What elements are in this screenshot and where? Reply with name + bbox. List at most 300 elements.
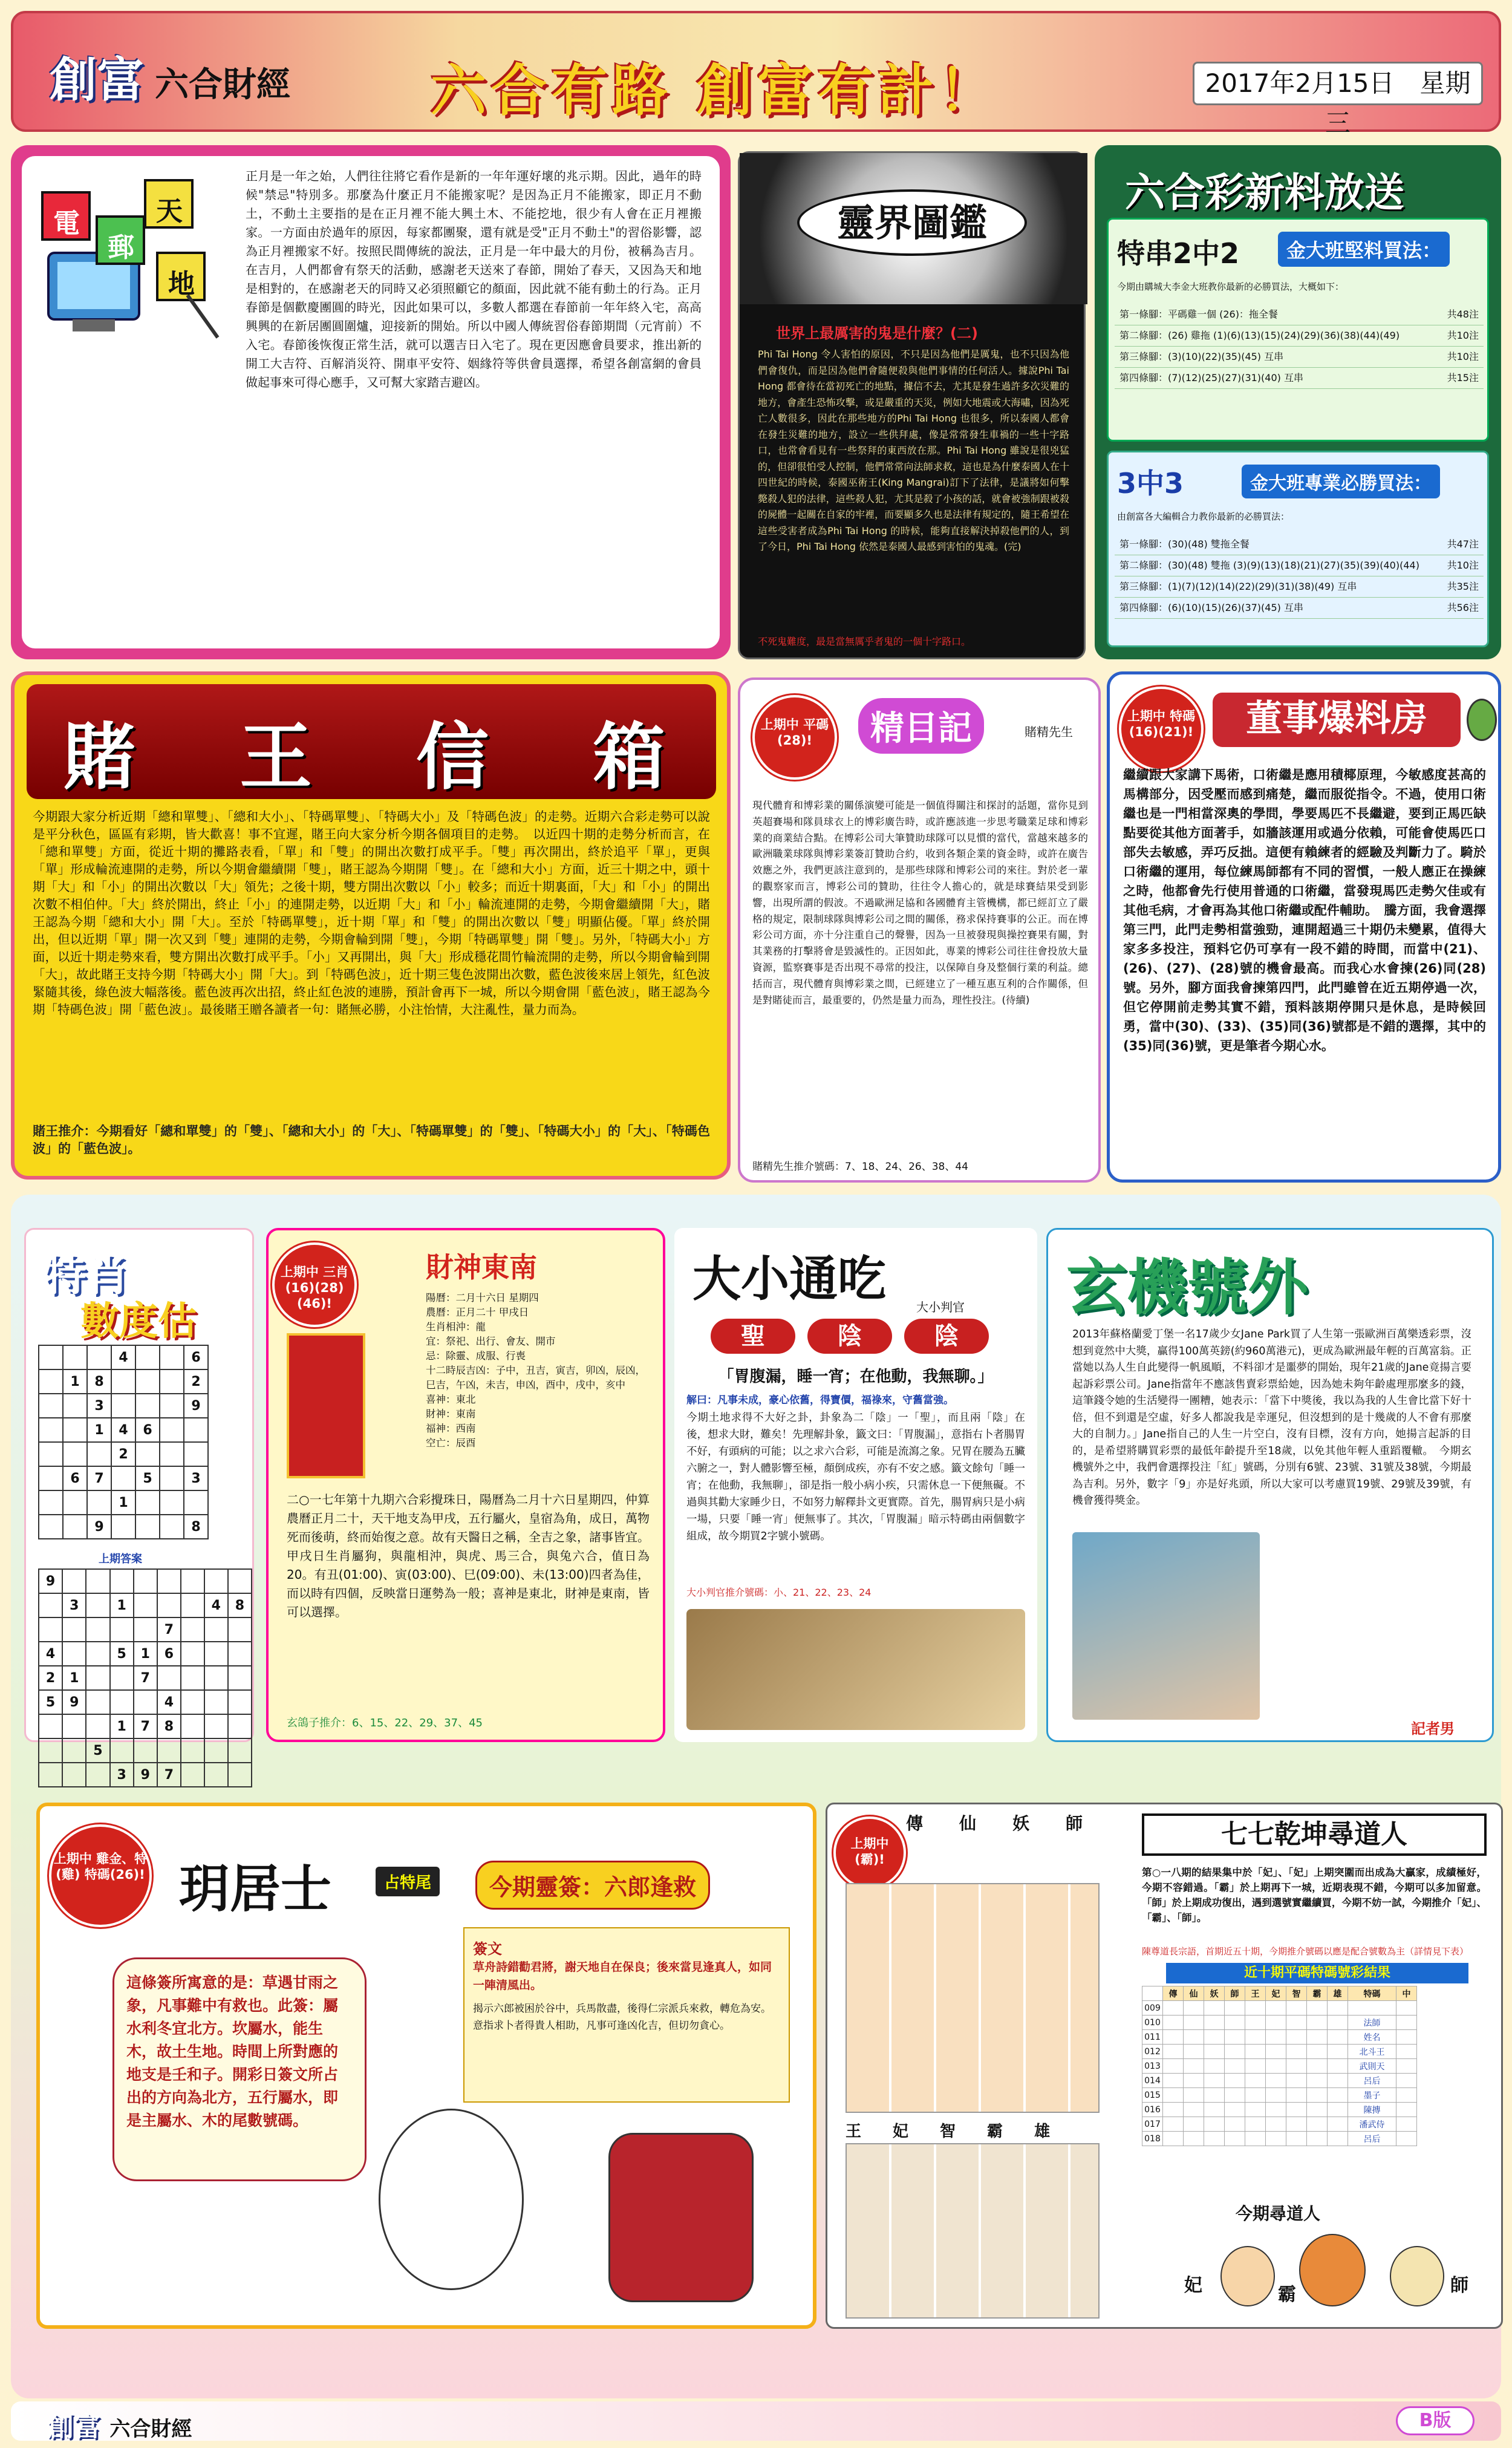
almanac-item: 喜神：東北 [426,1394,476,1405]
table-cell [1225,2103,1245,2117]
sudoku-row [39,1642,252,1666]
ghost-panel [738,151,1086,659]
box-3in3 [1107,451,1489,647]
legend-item: 智 [940,2123,956,2141]
table-cell [1307,2103,1328,2117]
bigsmall-verse: 「胃腹漏，睡一宵；在他動，我無聊。」 [718,1368,994,1386]
table-cell [1245,2088,1266,2103]
lot-result: 陰 [904,1319,989,1354]
pick-name: 霸 [1278,2284,1296,2305]
almanac-item: 十二時辰吉凶：子中，丑吉，寅吉，卯凶，辰凶，巳吉，午凶，未吉，申凶，酉中，戌中，亥中 [426,1365,645,1391]
column-header: 雄 [1328,1986,1348,2001]
table-cell [1328,2132,1348,2146]
sudoku-cell [181,1617,204,1642]
sudoku-cell: 1 [87,1418,111,1442]
bigsmall-sub: 大小判官 [916,1300,965,1314]
table-cell [1286,2117,1307,2132]
table-cell [1225,2001,1245,2016]
almanac-item: 陽曆：二月十六日 星期四 [426,1292,539,1304]
sudoku-cell [62,1714,86,1738]
almanac-item: 空亡：辰酉 [426,1437,476,1449]
fortune-stall-photo [686,1609,1025,1730]
sudoku-cell: 1 [110,1714,134,1738]
sudoku-cell [111,1394,135,1418]
sudoku-cell: 6 [157,1642,181,1666]
table-cell [1163,2132,1184,2146]
sudoku-cell [134,1738,157,1763]
sudoku-row [39,1442,208,1466]
mystic-author: 記者男 [1411,1720,1455,1737]
rule-name: 第二條腳：(26) 雞拖 (1)(6)(13)(15)(24)(29)(36)(38)(44)(49) [1119,330,1400,341]
lot-result: 陰 [807,1319,892,1354]
sudoku-cell: 3 [87,1394,111,1418]
sudoku-cell: 8 [157,1714,181,1738]
sudoku-cell [62,1642,86,1666]
sudoku-cell [63,1515,87,1539]
sudoku-cell: 7 [134,1666,157,1690]
sudoku-cell: 4 [157,1690,181,1714]
sudoku-cell: 3 [62,1593,86,1617]
rule-amount: 共15注 [1447,372,1479,384]
hermit-subtitle: 占特尾 [376,1867,440,1896]
sudoku-cell [228,1738,252,1763]
sudoku-cell: 1 [111,1490,135,1515]
box-2in2 [1107,218,1489,442]
sudoku-cell [204,1714,228,1738]
sudoku-cell [181,1593,204,1617]
table-cell [1307,2045,1328,2059]
rule-amount: 共35注 [1447,581,1479,592]
table-cell [1184,2030,1204,2045]
poem-label: 簽文 [473,1940,502,1957]
sudoku-cell [86,1690,109,1714]
zodiac-panel [24,1228,254,1783]
seventy-text: 第○一八期的結果集中於「妃」、「妃」上期突圍而出成為大贏家，成績極好，今期不容錯過。「霸」於上期再下一城，近期表現不錯，今期可以多加留意。「師」於上期成功復出，遇到選號實繼續買，今期不妨一試，今期推介「妃」、「霸」、「師」。 [1142,1867,1487,1924]
logo-main: 創富 [50,53,145,108]
mystic-text: 2013年蘇格蘭愛丁堡一名17歲少女Jane Park買了人生第一張歐洲百萬樂透彩票，沒想到竟然中大獎，贏得100萬英鎊(約960萬港元)，更成為歐洲最年輕的百萬富翁。正當她以為人生自此變得一帆風順，不料卻才是噩夢的開始，現年21歲的Jane竟揚言要起訴彩票公司。Jane指當年不應該售賣彩票給她，因為她未夠年齡處理那麼多的錢，這筆錢令她的生活變得一團糟，她表示：「當下中獎後，我以為我的人生會比當下好十倍，但不到還是空虛，好多人都說我是幸運兒，但沒想到的是十幾歲的人不會有那麼大的自制力。」Jane指自己的人生一片空白，沒有目標，沒有方向，她揚言起訴的目的，是希望將購買彩票的最低年齡提升至18歲，以免其他年輕人重蹈覆轍。 今期玄機號外之中，我們會選擇投注「紅」號碼，分別有6號、23號、31號及38號，今期最為吉利。另外，數字「9」亦是好兆頭，所以大家可以考慮買19號、29號及39號，有機會獲得獎金。 [1072,1328,1471,1507]
sudoku-cell [157,1569,181,1593]
sudoku-cell: 3 [110,1763,134,1787]
sudoku-cell [134,1569,157,1593]
legend-row-1 [906,1810,1083,1835]
table-cell [1286,2001,1307,2016]
essence-panel [738,677,1101,1183]
rule-name: 第三條腳：(3)(10)(22)(35)(45) 互串 [1119,351,1284,362]
sudoku-cell [39,1763,62,1787]
table-cell [1184,2074,1204,2088]
sudoku-row [39,1490,208,1515]
table-cell [1204,2059,1225,2074]
almanac-item: 農曆：正月二十 甲戌日 [426,1307,529,1318]
seventy-table-title: 近十期平碼特碼號彩結果 [1166,1963,1468,1983]
legend-item: 妃 [893,2123,909,2141]
table-cell [1204,2074,1225,2088]
column-header: 中 [1396,1986,1417,2001]
sudoku-cell [86,1763,109,1787]
sudoku-cell [111,1369,135,1394]
sudoku-cell [39,1394,63,1418]
table-cell [1328,2074,1348,2088]
table-cell [1163,2088,1184,2103]
icon-word: 電 [53,208,80,239]
sudoku-cell: 8 [184,1515,208,1539]
sudoku-cell [160,1442,184,1466]
sudoku-cell [204,1617,228,1642]
table-cell [1225,2030,1245,2045]
logo-sub: 六合財經 [155,65,291,105]
ghost-title: 靈界圖鑑 [797,189,1027,256]
seventy-note: 陳尊道長宗語，首期近五十期，今期推介號碼以應是配合號數為主（詳情見下表） [1142,1946,1469,1957]
table-cell [1266,2074,1286,2088]
rule-row [1115,534,1484,555]
ghost-footer: 不死鬼難度，最是當無厲乎者鬼的一個十字路口。 [758,636,971,647]
gamblers-title: 賭 王 信 箱 [63,716,681,800]
sudoku-cell [135,1345,160,1369]
column-header: 妃 [1266,1986,1286,2001]
sudoku-row [39,1345,208,1369]
table-row [1142,2103,1417,2117]
sudoku-cell [157,1593,181,1617]
hermit-verse-title: 今期靈簽：六郎逢救 [475,1861,710,1910]
seventy-panel [826,1803,1503,2329]
table-cell [1307,2088,1328,2103]
rule-row [1115,347,1484,368]
rule-amount: 共10注 [1447,330,1479,341]
table-cell [1266,2088,1286,2103]
overlord-face-icon [1299,2234,1366,2306]
sudoku-row [39,1617,252,1642]
result-cell: 潘武侍 [1348,2117,1396,2132]
table-cell [1286,2016,1307,2030]
lot-row [711,1319,989,1354]
table-cell [1204,2045,1225,2059]
header-date: 2017年2月15日 星期三 [1193,62,1483,105]
table-cell [1307,2074,1328,2088]
table-cell [1225,2088,1245,2103]
table-row [1142,2074,1417,2088]
zodiac-title-1: 特肖 [44,1251,129,1301]
table-row [1142,2045,1417,2059]
sudoku-cell: 5 [135,1466,160,1490]
sudoku-row [39,1690,252,1714]
sudoku-cell: 9 [184,1394,208,1418]
result-cell: 北斗王 [1348,2045,1396,2059]
table-cell [1163,2045,1184,2059]
zone-cell [1396,2059,1417,2074]
issue-cell: 009 [1142,2001,1163,2016]
sudoku-cell [135,1442,160,1466]
sudoku-cell [228,1569,252,1593]
fortune-picks: 玄鴿子推介：6、15、22、29、37、45 [287,1717,483,1729]
table-cell [1163,2117,1184,2132]
table-cell [1328,2030,1348,2045]
sudoku-cell [86,1617,109,1642]
sudoku-cell [63,1394,87,1418]
sudoku-row [39,1394,208,1418]
almanac-item: 財神：東南 [426,1408,476,1420]
box-2in2-label: 金大班堅料買法： [1278,232,1450,267]
table-cell [1163,2001,1184,2016]
table-cell [1225,2074,1245,2088]
table-row [1142,2030,1417,2045]
sudoku-cell [181,1738,204,1763]
sudoku-row [39,1666,252,1690]
sudoku-cell [204,1569,228,1593]
table-cell [1307,2117,1328,2132]
bigsmall-explain: 解曰：凡事未成，豪心依舊，得寶價，福祿來，守舊當強。 [686,1394,954,1406]
zone-cell [1396,2132,1417,2146]
table-cell [1307,2001,1328,2016]
legend-item: 仙 [959,1813,977,1833]
sudoku-cell [135,1515,160,1539]
sudoku-cell [160,1345,184,1369]
sudoku-cell [39,1490,63,1515]
zone-cell [1396,2103,1417,2117]
sudoku-cell [160,1369,184,1394]
director-badge: 上期中 特碼 (16)(21)! [1119,687,1204,771]
sudoku-cell [39,1369,63,1394]
table-cell [1286,2074,1307,2088]
table-cell [1225,2117,1245,2132]
rule-row [1115,598,1484,619]
rule-row [1115,576,1484,598]
sudoku-cell [181,1569,204,1593]
table-cell [1184,2103,1204,2117]
sudoku-cell: 6 [184,1345,208,1369]
icon-word: 地 [168,269,195,299]
almanac-picture [287,1333,365,1478]
table-cell [1266,2016,1286,2030]
sudoku-cell [134,1690,157,1714]
sudoku-row [39,1593,252,1617]
zodiac-title-2: 數度估 [80,1299,197,1344]
sudoku-cell: 7 [157,1617,181,1642]
table-cell [1266,2117,1286,2132]
sudoku-cell: 2 [111,1442,135,1466]
table-cell [1245,2045,1266,2059]
table-cell [1184,2001,1204,2016]
table-cell [1328,2103,1348,2117]
director-text: 繼續跟大家講下馬術，口術繼是應用積椰原理，今敏感度甚高的馬構部分，因受壓而感到痛楚，繼而服從指令。不過，使用口術繼也是一門相當深奧的學問，學要馬匹不長繼避，要到正馬匹缺點要從其他方面著手，如牆該運用或過分依賴，可能會使馬匹口部失去敏感，弄巧反拙。這便有賴練者的經驗及判斷力了。騎於口術繼的運用，每位練馬師都有不同的習慣，一般人應正在操練之時，他都會先行使用普通的口術繼，當發現馬匹走勢欠佳或有其他毛病，才會再為其他口術繼或配件輔助。 騰方面，我會選擇第三門，此門走勢相當強勁，連開超過三十期仍未變累，值得大家多多投注，預料它仍可享有一段不錯的時間，而當中(21)、(26)、(27)、(28)號的機會最高。而我心水會揀(26)同(28)號。另外，腳方面我會揀第四門，此門雖曾在近五期停過一次，但它停開前走勢其實不錯，預料該期停開只是休息，是時候回勇，當中(30)、(33)、(35)同(36)號都是不錯的選擇，其中的(35)同(36)號，更是筆者今期心水。 [1123,768,1486,1053]
sudoku-caption: 上期答案 [99,1553,142,1565]
table-cell [1266,2103,1286,2117]
sudoku-cell: 4 [39,1642,62,1666]
sudoku-cell: 4 [111,1345,135,1369]
result-cell [1348,2001,1396,2016]
sudoku-cell: 7 [87,1466,111,1490]
table-cell [1307,2016,1328,2030]
sudoku-cell [111,1466,135,1490]
almanac-item: 忌：除靈、成服、行喪 [426,1350,526,1362]
ghost-subtitle: 世界上最厲害的鬼是什麼？(二) [776,325,978,342]
sudoku-cell [110,1569,134,1593]
sudoku-cell: 1 [63,1369,87,1394]
sudoku-cell: 1 [62,1666,86,1690]
ghost-text: Phi Tai Hong 令人害怕的原因，不只是因為他們是厲鬼，也不只因為他們會復仇，而是因為他們會隨便殺與他們事情的任何活人。據說Phi Tai Hong 都會待在當初死亡的地點，據信不去，尤其是發生過許多次災難的地方，會產生恐怖攻擊，或是嚴重的天災，例如大地震或大海嘯，因為死亡人數很多，因此在那些地方的Phi Tai Hong 也很多，所以泰國人都會在發生災難的地方，設立一些供拜處，像是常常發生車禍的一些十字路口，也常會看見有一些祭拜的東西放在那。Phi Tai Hong 雖說是很兇猛的，但卻很怕受人控制，他們常常向法師求救，這也是為什麼泰國人在十四世紀的時候，泰國巫術王(King Mangrai)訂下了法律，是議將如何擊斃殺人犯的法律，這些殺人犯，尤其是殺了小孩的話，就會被強制跟被殺的屍體一起關在自家的牢裡，而要顯多久也是法律有規定的，隨王希望在這些受害者成為Phi Tai Hong 的時候，能夠直接解決掉殺他們的人，到了今日，Phi Tai Hong 依然是泰國人最感到害怕的鬼魂。(完) [758,348,1069,552]
rule-name: 第四條腳：(7)(12)(25)(27)(31)(40) 互串 [1119,372,1303,384]
table-cell [1328,2059,1348,2074]
legend-item: 傳 [906,1813,924,1833]
sudoku-cell [87,1345,111,1369]
table-cell [1245,2117,1266,2132]
table-cell [1184,2117,1204,2132]
table-cell [1328,2088,1348,2103]
rule-amount: 共10注 [1447,560,1479,571]
table-cell [1204,2117,1225,2132]
sudoku-cell [62,1617,86,1642]
sudoku-cell: 8 [87,1369,111,1394]
faces-grid-2 [846,2143,1100,2319]
table-cell [1245,2016,1266,2030]
sudoku-cell: 5 [110,1642,134,1666]
almanac-list [426,1291,650,1451]
faces-grid-1 [846,1883,1100,2113]
sudoku-cell: 1 [134,1642,157,1666]
sudoku-cell [160,1466,184,1490]
sudoku-cell [228,1714,252,1738]
sudoku-cell [86,1642,109,1666]
table-cell [1204,2132,1225,2146]
sudoku-cell: 8 [228,1593,252,1617]
sudoku-cell [63,1490,87,1515]
header-logo [50,42,290,110]
rule-amount: 共10注 [1447,351,1479,362]
lot-result: 聖 [711,1319,795,1354]
sudoku-cell [181,1690,204,1714]
rule-name: 第一條腳：(30)(48) 雙拖全餐 [1119,538,1250,550]
zone-cell [1396,2074,1417,2088]
table-cell [1245,2074,1266,2088]
column-header: 仙 [1184,1986,1204,2001]
fortune-text: 二○一七年第十九期六合彩攪珠日，陽曆為二月十六日星期四，仲算農曆正月二十，天干地支為甲戌，五行屬火，皇宿為角，成日，萬物死而後萌，終而始復之意。故有天醫日之稱，全吉之象，諸事皆宜。甲戌日生肖屬狗，與龍相沖，與虎、馬三合，與兔六合，值日為20。有丑(01:00)、寅(03:00)、巳(09:00)、未(13:00)四者為佳，而以時有四個，反映當日運勢為一般；喜神是東北，財神是東南，皆可以選擇。 [287,1492,650,1619]
sudoku-cell [228,1690,252,1714]
table-cell [1184,2016,1204,2030]
table-cell [1245,2001,1266,2016]
almanac-item: 生肖相沖：龍 [426,1321,486,1333]
icon-word: 郵 [108,232,134,263]
rule-amount: 共56注 [1447,602,1479,613]
seventy-badge: 上期中 (霸)! [833,1816,906,1889]
table-cell [1266,2059,1286,2074]
zone-cell [1396,2001,1417,2016]
table-cell [1266,2030,1286,2045]
sudoku-cell [204,1666,228,1690]
sudoku-cell [228,1666,252,1690]
sudoku-cell [39,1593,62,1617]
issue-cell: 011 [1142,2030,1163,2045]
sudoku-cell [39,1714,62,1738]
seventy-title: 七七乾坤尋道人 [1142,1813,1487,1856]
rule-amount: 共48注 [1447,308,1479,320]
sudoku-cell [86,1666,109,1690]
bigsmall-picks: 大小判官推介號碼：小、21、22、23、24 [686,1587,872,1598]
sudoku-cell [181,1666,204,1690]
table-cell [1328,2016,1348,2030]
sudoku-cell [62,1738,86,1763]
sudoku-cell [86,1714,109,1738]
table-cell [1163,2103,1184,2117]
sudoku-cell [134,1617,157,1642]
column-header: 傳 [1163,1986,1184,2001]
issue-cell: 017 [1142,2117,1163,2132]
legend-item: 王 [846,2123,862,2141]
sudoku-cell: 6 [63,1466,87,1490]
sudoku-cell [160,1418,184,1442]
director-avatar [1467,699,1497,741]
rule-name: 第三條腳：(1)(7)(12)(14)(22)(29)(31)(38)(49) 互串 [1119,581,1357,592]
hermit-title: 玥居士 [179,1859,332,1919]
page-number: B版 [1396,2406,1475,2435]
sudoku-cell [39,1466,63,1490]
hermit-poem-box [463,1927,790,2103]
sudoku-cell [204,1763,228,1787]
sudoku-cell [39,1345,63,1369]
bigsmall-panel [674,1228,1037,1742]
sudoku-cell [39,1617,62,1642]
sudoku-cell [110,1738,134,1763]
table-cell [1225,2016,1245,2030]
rule-row [1115,325,1484,347]
sudoku-cell: 9 [134,1763,157,1787]
issue-cell: 016 [1142,2103,1163,2117]
sudoku-cell [87,1490,111,1515]
sudoku-cell: 4 [204,1593,228,1617]
consort-face-icon [1220,2246,1275,2306]
table-cell [1286,2088,1307,2103]
sudoku-cell [63,1442,87,1466]
intro-panel [11,145,731,659]
rule-row [1115,368,1484,389]
legend-item: 妖 [1012,1813,1030,1833]
table-cell [1245,2030,1266,2045]
poem-text: 草舟詩錯勸君將，謝天地自在保良；後來當見逢真人，如同一陣清風出。 [473,1960,772,1992]
legend-item: 霸 [987,2123,1003,2141]
sudoku-cell [135,1369,160,1394]
table-cell [1184,2088,1204,2103]
essence-author: 賭精先生 [1025,725,1073,739]
footer-logo-sub: 六合財經 [109,2417,192,2441]
rule-name: 第一條腳：平碼雞一個 (26)：拖全餐 [1119,308,1278,320]
gamblers-panel [11,671,731,1180]
sudoku-cell [181,1763,204,1787]
pick-figures [1142,2228,1487,2319]
table-cell [1184,2045,1204,2059]
table-cell [1286,2030,1307,2045]
zone-cell [1396,2088,1417,2103]
pick-name: 妃 [1184,2275,1202,2296]
table-cell [1286,2059,1307,2074]
pick-name: 師 [1450,2275,1468,2296]
page-header [11,11,1501,138]
table-cell [1266,2132,1286,2146]
table-cell [1225,2132,1245,2146]
gamblers-text: 今期跟大家分析近期「總和單雙」、「總和大小」、「特碼單雙」、「特碼大小」及「特碼色波」的走勢。近期六合彩走勢可以說是平分秋色，區區有彩期，皆大歡喜！事不宜遲，賭王向大家分析今期各個項目的走勢。 以近四十期的走勢分析而言，在「總和單雙」方面，從近十期的攤路表看，「單」和「雙」的開出次數打成平手。「雙」再次開出，終於追平「單」，更與「單」形成輪流連開的走勢，所以今期會繼續開「雙」，賭王認為今期開「雙」。在「總和大小」方面，近三十期之中，頭十期「大」和「小」的開出次數以「大」領先；之後十期，雙方開出次數以「小」較多；而近十期裏面，「大」和「小」的開出次數不相伯仲。「大」終於開出，終止「小」的連開走勢，以近期「大」和「小」輪流連開的走勢，今期會繼續開「大」，賭王認為今期「總和大小」開「大」。至於「特碼單雙」，近十期「單」和「雙」的開出次數以「雙」明顯佔優。「單」終於開出，但以近期「單」開一次又到「雙」連開的走勢，今期會輪到開「雙」，今期「特碼單雙」開「雙」。另外，「特碼大小」方面，以近十期走勢來看，雙方開出次數打成平手。「小」又再開出，與「大」形成穩花間竹輪流開的走勢，所以今期會輪到開「大」，故此賭王支持今期「特碼大小」開「大」。到「特碼色波」，近十期三隻色波開出次數，藍色波後來居上領先，紅色波緊隨其後，綠色波大幅落後。藍色波再次出招，終止紅色波的連勝，預計會再下一城，所以今期會開「藍色波」，賭王認為今期「特碼色波」開「藍色波」。最後賭王贈各讀者一句：賭無必勝，小注怡情，大注亂性，量力而為。 [33,809,710,1017]
sudoku-cell [39,1442,63,1466]
issue-cell: 010 [1142,2016,1163,2030]
footer-logo-main: 創富 [47,2412,100,2443]
pick-title: 今期尋道人 [1236,2204,1321,2224]
fortune-panel [266,1228,665,1742]
sudoku-cell: 3 [184,1466,208,1490]
sudoku-cell [86,1593,109,1617]
issue-cell: 018 [1142,2132,1163,2146]
zone-cell [1396,2117,1417,2132]
sudoku-cell: 7 [134,1714,157,1738]
sudoku-cell: 9 [39,1569,62,1593]
table-row [1142,2117,1417,2132]
sudoku-row [39,1738,252,1763]
sudoku-row [39,1569,252,1593]
